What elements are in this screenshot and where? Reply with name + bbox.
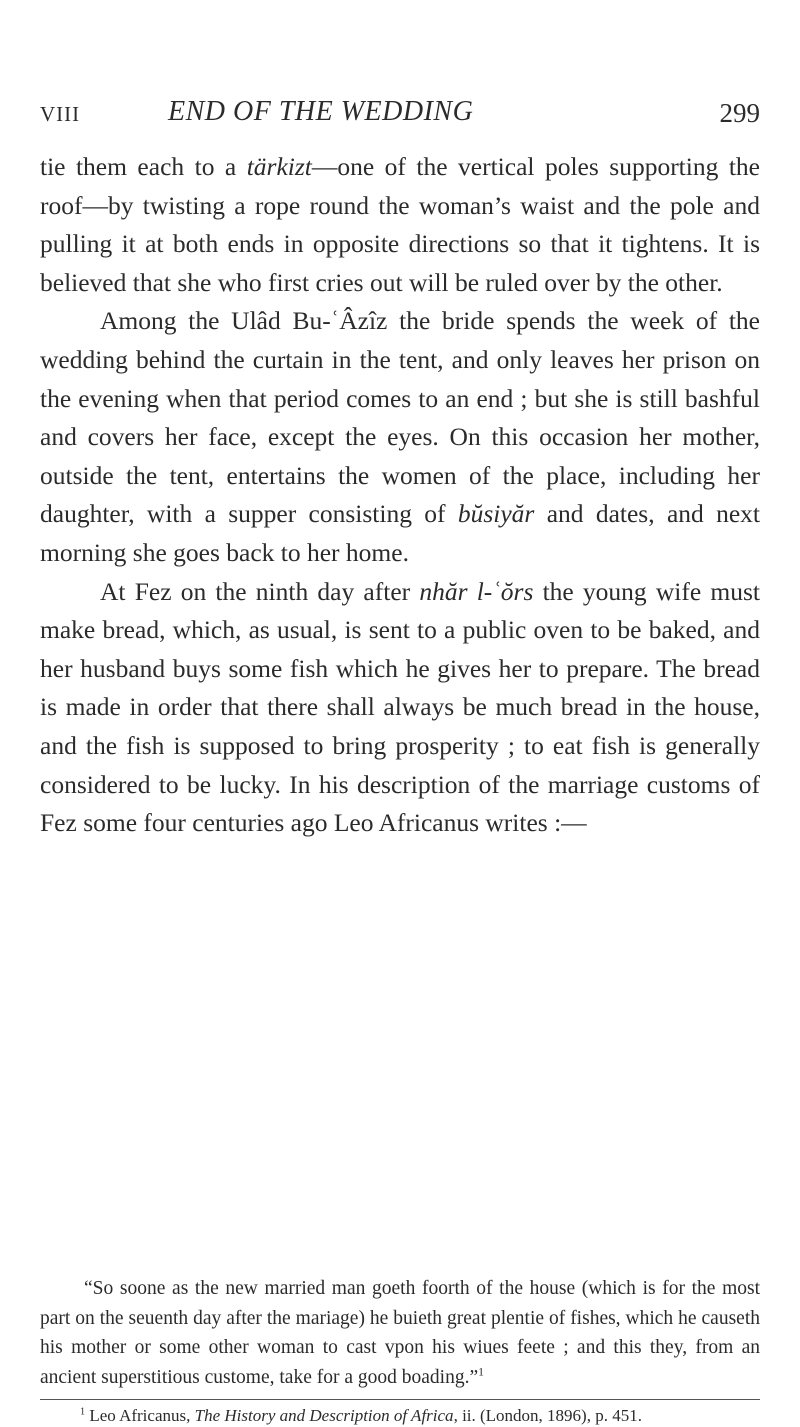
text-run: Among the Ulâd Bu-ʿÂzîz the bride spends the week of the wedding behind the curtain in the tent, and only leaves her prison on the evening when that period comes to an end ; but she is still bashful and covers her face, except the eyes. On this occasion her mother, outside the tent, entertains the women of the place, including her daughter, with a supper consisting of [40, 306, 760, 529]
page-number: 299 [719, 98, 760, 128]
footnote-author: Leo Africanus, [89, 1406, 195, 1425]
italic-term: tärkizt [246, 152, 312, 181]
paragraph [40, 148, 760, 302]
paragraph [40, 573, 760, 843]
text-run: the young wife must make bread, which, as usual, is sent to a public oven to be baked, and her husband buys some fish which he gives her to prepare. The bread is made in order that there shall always be much bread in the house, and the fish is supposed to bring prosperity ; to eat fish is generally considered to be lucky. In his description of the marriage customs of Fez some four centuries ago Leo Africanus writes :— [40, 576, 760, 838]
text-run: —one of the vertical poles supporting the roof—by twisting a rope round the woman’s waist and the pole and pulling it at both ends in opposite directions so that it tightens. It is believed that she who first cries out will be ruled over by the other. [40, 152, 760, 297]
italic-term: nhăr l-ʿŏrs [419, 576, 534, 606]
block-quote [40, 1274, 760, 1392]
footnote-details: , ii. (London, 1896), p. 451. [453, 1406, 642, 1425]
footnote-marker: 1 [80, 1406, 86, 1418]
paragraph [40, 302, 760, 572]
text-run: tie them each to a [40, 152, 247, 181]
italic-term: bŭsiyăr [457, 499, 535, 529]
quote-body: “So soone as the new married man goeth foorth of the house (which is for the most part on the seuenth day after the mariage) he buieth great plentie of fishes, which he causeth his mother or some other woman to cast vpon his wiues feete ; and this they, from an ancient superstitious custome, take for a good boading.” [40, 1278, 760, 1388]
footnote [80, 1405, 760, 1427]
chapter-number: VIII [40, 102, 81, 126]
footnote-rule [40, 1399, 760, 1400]
footnote-ref: 1 [478, 1365, 484, 1379]
body-text [40, 148, 760, 843]
quote-text [40, 1274, 760, 1392]
text-run: and dates, and next morning she goes back to her home. [40, 499, 760, 567]
text-run: At Fez on the ninth day after [100, 576, 420, 606]
running-head [40, 96, 760, 136]
footnote-work-title: The History and Description of Africa [194, 1406, 454, 1425]
chapter-title: END OF THE WEDDING [168, 96, 474, 127]
